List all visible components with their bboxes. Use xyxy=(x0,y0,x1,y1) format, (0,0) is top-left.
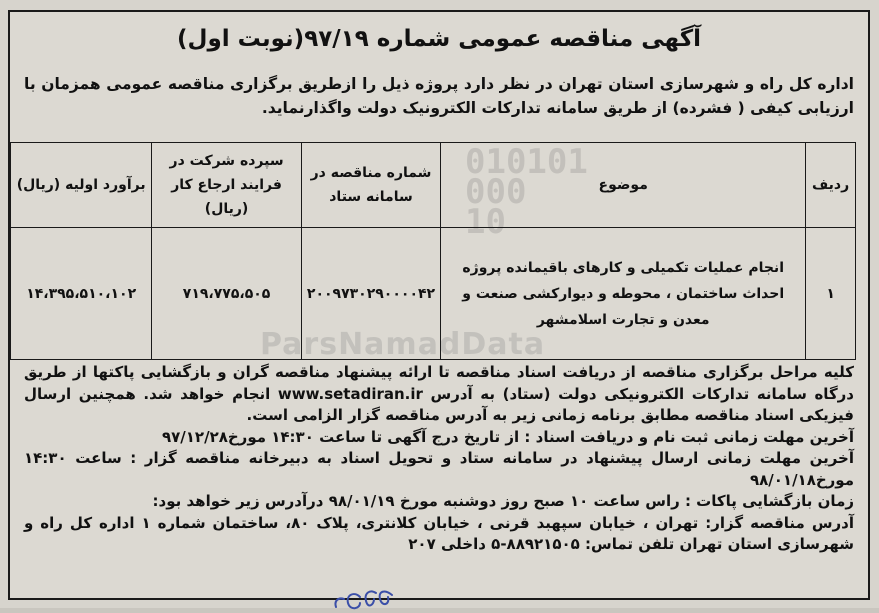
details-registration-deadline: آخرین مهلت زمانی ثبت نام و دریافت اسناد : از تاریخ درج آگهی تا ساعت ۱۴:۳۰ مورخ۹۷/۱۲/۲۸ xyxy=(161,427,854,446)
cell-subject: انجام عملیات تکمیلی و کارهای باقیمانده پروژه احداث ساختمان ، محوطه و دیوارکشی صنعت و معدن و تجارت اسلامشهر xyxy=(441,228,806,360)
watermark-digit-line: 010101 xyxy=(465,142,588,182)
header-subject: موضوع xyxy=(441,143,806,228)
cell-tender-number: ۲۰۰۹۷۳۰۲۹۰۰۰۰۴۲ xyxy=(301,228,440,360)
watermark-text: ParsNamadData xyxy=(260,327,546,362)
watermark-digit-line: 000 xyxy=(465,172,527,212)
header-tender-number: شماره مناقصه در سامانه ستاد xyxy=(301,143,440,228)
cell-deposit: ۷۱۹،۷۷۵،۵۰۵ xyxy=(152,228,301,360)
details-submission-deadline: آخرین مهلت زمانی ارسال پیشنهاد در سامانه ستاد و تحویل اسناد به دبیرخانه مناقصه گزار : ساعت ۱۴:۳۰ مورخ۹۸/۰۱/۱۸ xyxy=(24,449,854,489)
header-row-number: ردیف xyxy=(806,143,856,228)
table-row xyxy=(11,228,856,360)
handwritten-signature xyxy=(330,587,400,613)
details-opening-time: زمان بازگشایی پاکات : راس ساعت ۱۰ صبح روز دوشنبه مورخ ۹۸/۰۱/۱۹ درآدرس زیر خواهد بود: xyxy=(152,492,854,510)
cell-row-number: ۱ xyxy=(806,228,856,360)
notice-title: آگهی مناقصه عمومی شماره ۹۷/۱۹(نوبت اول) xyxy=(176,26,701,52)
table-header-row xyxy=(11,143,856,228)
watermark-digit-line: 10 xyxy=(465,202,506,242)
cell-estimate: ۱۴،۳۹۵،۵۱۰،۱۰۲ xyxy=(11,228,152,360)
notice-details xyxy=(24,362,854,556)
details-procedure: کلیه مراحل برگزاری مناقصه از دریافت اسناد مناقصه تا ارائه پیشنهاد مناقصه گران و بازگشایی پاکتها از طریق درگاه سامانه تدارکات الکترونیکی دولت (ستاد) به آدرس www.setadiran.ir انجام خواهد شد. همچنین ارسال فیزیکی اسناد مناقصه مطابق برنامه زمانی زیر به آدرس مناقصه گزار الزامی است. xyxy=(24,363,854,424)
header-estimate: برآورد اولیه (ریال) xyxy=(11,143,152,228)
tender-table xyxy=(10,142,856,360)
header-deposit: سپرده شرکت در فرایند ارجاع کار (ریال) xyxy=(152,143,301,228)
notice-intro: اداره کل راه و شهرسازی استان تهران در نظر دارد پروژه ذیل را ازطریق برگزاری مناقصه عمومی همزمان با ارزیابی کیفی ( فشرده) از طریق سامانه تدارکات الکترونیک دولت واگذارنماید. xyxy=(24,75,854,117)
notice-frame xyxy=(8,10,870,600)
details-address: آدرس مناقصه گزار: تهران ، خیابان سپهبد قرنی ، خیابان کلانتری، پلاک ۸۰، ساختمان شماره ۱ اداره کل راه و شهرسازی استان تهران تلفن تماس: ۸۸۹۲۱۵۰۵-۵ داخلی ۲۰۷ xyxy=(24,513,854,553)
